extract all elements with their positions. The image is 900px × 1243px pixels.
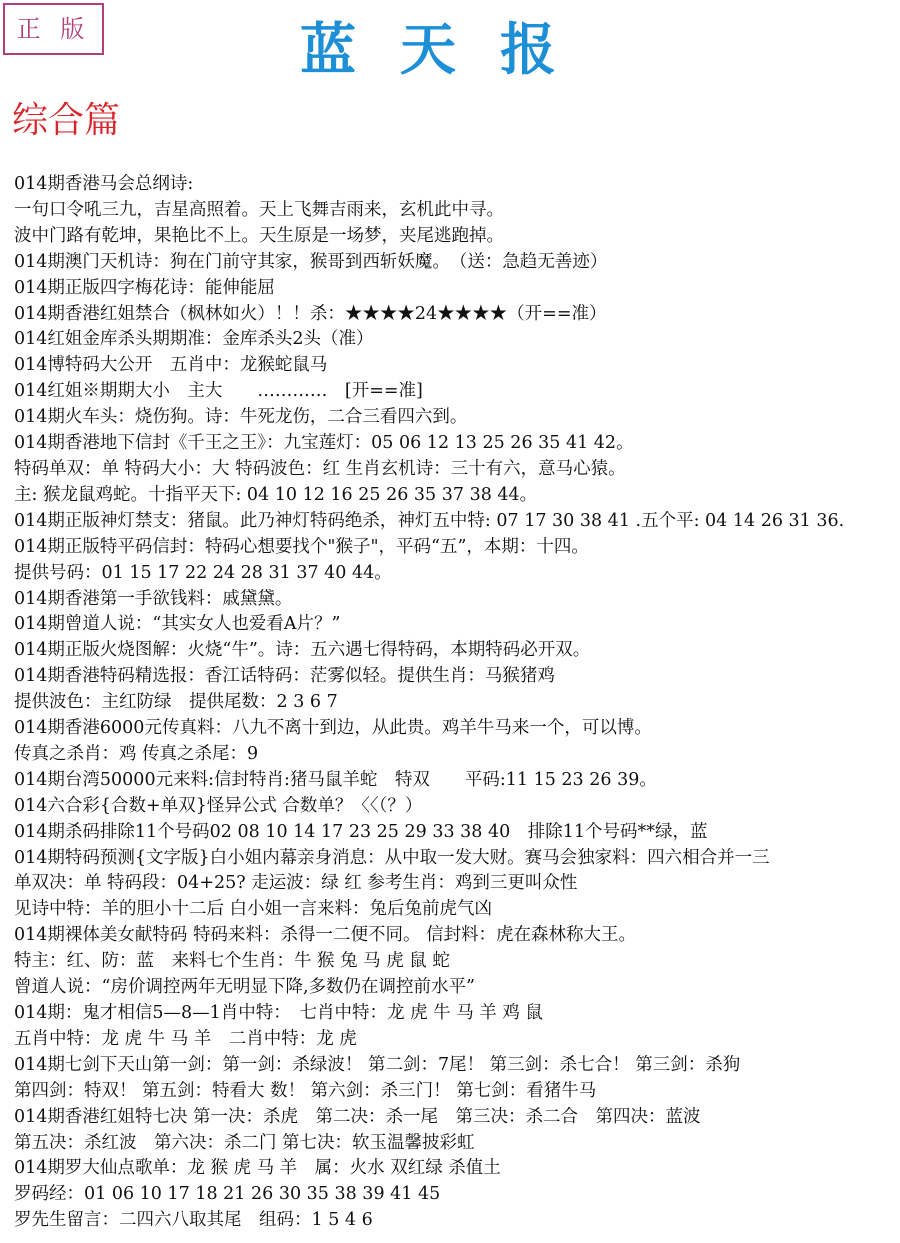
text-line: 提供号码：01 15 17 22 24 28 31 37 40 44。	[14, 562, 392, 583]
text-line: 014期香港特码精选报：香江话特码：茫雾似轻。提供生肖：马猴猪鸡	[14, 666, 555, 687]
text-line: 罗码经：01 06 10 17 18 21 26 30 35 38 39 41 45	[14, 1184, 441, 1205]
text-line: 014期裸体美女献特码 特码来料：杀得一二便不同。 信封料：虎在森林称大王。	[14, 925, 637, 946]
text-line: 特码单双：单 特码大小：大 特码波色：红 生肖玄机诗：三十有六，意马心猿。	[14, 458, 626, 479]
text-line: 014六合彩{合数+单双}怪异公式 合数单？〈〈（？）	[14, 795, 423, 816]
text-line: 014期正版特平码信封：特码心想要找个"猴子"，平码“五”，本期：十四。	[14, 536, 589, 557]
text-line: 014期台湾50000元来料:信封特肖:猪马鼠羊蛇 特双 平码:11 15 23 26 39。	[14, 769, 657, 790]
newspaper-title: 蓝天报	[300, 17, 600, 83]
text-line: 特主：红、防：蓝 来料七个生肖：牛 猴 兔 马 虎 鼠 蛇	[14, 951, 450, 972]
text-line: 五肖中特：龙 虎 牛 马 羊 二肖中特：龙 虎	[14, 1028, 357, 1049]
text-line: 014期火车头：烧伤狗。诗：牛死龙伤，二合三看四六到。	[14, 407, 468, 428]
text-line: 014期：鬼才相信5—8—1肖中特： 七肖中特：龙 虎 牛 马 羊 鸡 鼠	[14, 1003, 543, 1023]
text-line: 见诗中特：羊的胆小十二后 白小姐一言来料：兔后兔前虎气凶	[14, 899, 493, 920]
article-body	[14, 172, 900, 1234]
text-line: 014期香港红姐禁合（枫林如火）！！杀：★★★★24★★★★（开==准）	[14, 303, 607, 324]
text-line: 014期香港马会总纲诗:	[14, 174, 194, 194]
text-line: 014期香港地下信封《千王之王》：九宝莲灯：05 06 12 13 25 26 35 41 42。	[14, 433, 634, 454]
text-line: 014期香港6000元传真料：八九不离十到边，从此贵。鸡羊牛马来一个，可以博。	[14, 718, 652, 739]
text-line: 014期正版四字梅花诗：能伸能屈	[14, 277, 275, 298]
text-line: 014红姐※期期大小 主大 ………… [开==准]	[14, 381, 423, 402]
edition-badge: 正 版	[3, 3, 104, 55]
text-line: 014期杀码排除11个号码02 08 10 14 17 23 25 29 33 38 40 排除11个号码**绿，蓝	[14, 821, 708, 842]
text-line: 一句口令吼三九，吉星高照着。天上飞舞吉雨来，玄机此中寻。	[14, 199, 504, 220]
text-line: 提供波色：主红防绿 提供尾数：2 3 6 7	[14, 692, 338, 713]
text-line: 014期正版火烧图解：火烧“牛”。诗：五六遇七得特码，本期特码必开双。	[14, 640, 591, 661]
text-line: 曾道人说：“房价调控两年无明显下降,多数仍在调控前水平”	[14, 977, 475, 998]
text-line: 014期正版神灯禁支：猪鼠。此乃神灯特码绝杀，神灯五中特: 07 17 30 38 41 .五个平: 04 14 26 31 36.	[14, 510, 845, 531]
text-line: 014博特码大公开 五肖中：龙猴蛇鼠马	[14, 355, 328, 376]
text-line: 014期七剑下天山第一剑：第一剑：杀绿波！ 第二剑：7尾！ 第三剑：杀七合！ 第三剑：杀狗	[14, 1054, 741, 1075]
text-line: 014期香港第一手欲钱料：戚黛黛。	[14, 588, 293, 609]
text-line: 罗先生留言：二四六八取其尾 组码：1 5 4 6	[14, 1210, 373, 1231]
text-line: 014期特码预测{文字版}白小姐内幕亲身消息：从中取一发大财。赛马会独家料：四六相合并一三	[14, 847, 770, 868]
text-line: 传真之杀肖：鸡 传真之杀尾：9	[14, 743, 259, 764]
text-line: 014期罗大仙点歌单：龙 猴 虎 马 羊 属：火水 双红绿 杀值土	[14, 1158, 501, 1179]
text-line: 单双决：单 特码段：04+25? 走运波：绿 红 参考生肖：鸡到三更叫众性	[14, 873, 578, 894]
text-line: 014期香港红姐特七决 第一决：杀虎 第二决：杀一尾 第三决：杀二合 第四决：蓝波	[14, 1106, 701, 1127]
text-line: 波中门路有乾坤，果艳比不上。天生原是一场梦，夹尾逃跑掉。	[14, 225, 504, 246]
text-line: 014红姐金库杀头期期准：金库杀头2头（准）	[14, 329, 374, 350]
text-line: 014期曾道人说：“其实女人也爱看A片？”	[14, 614, 341, 635]
text-line: 第四剑：特双！ 第五剑：特看大 数！ 第六剑：杀三门！ 第七剑：看猪牛马	[14, 1080, 597, 1101]
text-line: 第五决：杀红波 第六决：杀二门 第七决：软玉温馨披彩虹	[14, 1132, 475, 1153]
text-line: 014期澳门天机诗：狗在门前守其家，猴哥到西斩妖魔。 （送：急趋无善迹）	[14, 251, 608, 272]
section-heading: 综合篇	[12, 100, 121, 141]
text-line: 主: 猴龙鼠鸡蛇。十指平天下: 04 10 12 16 25 26 35 37 38 44。	[14, 484, 538, 505]
